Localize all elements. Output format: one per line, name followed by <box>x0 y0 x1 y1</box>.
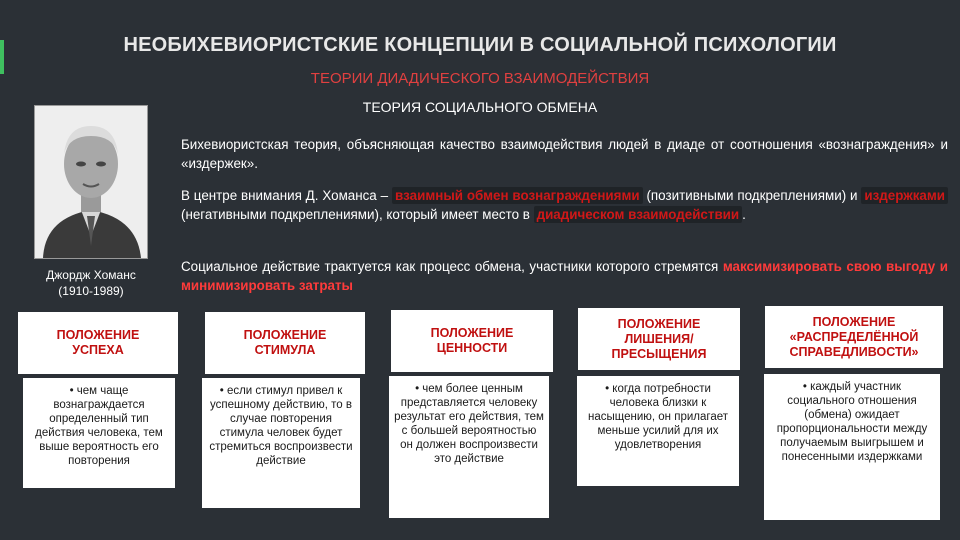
position-header-text: ПОЛОЖЕНИЕ «РАСПРЕДЕЛЁННОЙ СПРАВЕДЛИВОСТИ» <box>789 314 919 359</box>
highlight-costs: издержками <box>861 187 948 204</box>
position-body-justice: • каждый участник социального отношения (обмена) ожидает пропорциональности между получаемым выигрышем и понесенными издержками <box>764 374 940 520</box>
text-span: (негативными подкреплениями), который имеет место в <box>181 207 534 222</box>
position-body-stimulus: • если стимул привел к успешному действию, то в случае повторения стимула человек будет стремиться воспроизвести действие <box>202 378 360 508</box>
text-span: В центре внимания Д. Хоманса – <box>181 188 392 203</box>
highlight-maximize: максимизировать свою выгоду и минимизировать затраты <box>181 259 949 293</box>
position-header-text: ПОЛОЖЕНИЕ ЦЕННОСТИ <box>430 326 514 355</box>
portrait-name: Джордж Хоманс <box>46 268 136 282</box>
position-body-success: • чем чаще вознаграждается определенный тип действия человека, тем выше вероятность его повторения <box>23 378 175 488</box>
position-header-stimulus <box>205 312 365 374</box>
paragraph-social-action <box>181 257 948 295</box>
paragraph-definition: Бихевиористская теория, объясняющая качество взаимодействия людей в диаде от соотношения «вознаграждения» и «издержек». <box>181 137 948 171</box>
position-body-deprivation: • когда потребности человека близки к насыщению, он прилагает меньше усилий для их удовлетворения <box>577 376 739 486</box>
position-header-text: ПОЛОЖЕНИЕ СТИМУЛА <box>243 328 327 357</box>
slide-subtitle-theory: ТЕОРИЯ СОЦИАЛЬНОГО ОБМЕНА <box>362 99 598 115</box>
highlight-exchange: взаимный обмен вознаграждениями <box>392 187 643 204</box>
paragraph-focus <box>181 186 948 224</box>
portrait-years: (1910-1989) <box>58 284 124 298</box>
position-header-value <box>391 310 553 372</box>
slide-subtitle: ТЕОРИИ ДИАДИЧЕСКОГО ВЗАИМОДЕЙСТВИЯ <box>310 70 650 87</box>
highlight-dyadic: диадическом взаимодействии <box>534 206 743 223</box>
slide-title: НЕОБИХЕВИОРИСТСКИЕ КОНЦЕПЦИИ В СОЦИАЛЬНОЙ ПСИХОЛОГИИ <box>123 34 837 56</box>
portrait-photo <box>34 105 148 259</box>
position-header-text: ПОЛОЖЕНИЕ УСПЕХА <box>56 328 140 357</box>
person-portrait-icon <box>35 106 147 258</box>
portrait-caption <box>20 267 162 299</box>
position-header-deprivation <box>578 308 740 370</box>
text-span: . <box>742 207 746 222</box>
position-header-justice <box>765 306 943 368</box>
position-header-success <box>18 312 178 374</box>
position-header-text: ПОЛОЖЕНИЕ ЛИШЕНИЯ/ ПРЕСЫЩЕНИЯ <box>611 316 707 361</box>
text-span: (позитивными подкреплениями) и <box>642 188 862 203</box>
text-span: Социальное действие трактуется как процесс обмена, участники которого стремятся <box>181 259 723 274</box>
position-body-value: • чем более ценным представляется человеку результат его действия, тем с большей вероятностью он должен воспроизвести это действие <box>389 376 549 518</box>
